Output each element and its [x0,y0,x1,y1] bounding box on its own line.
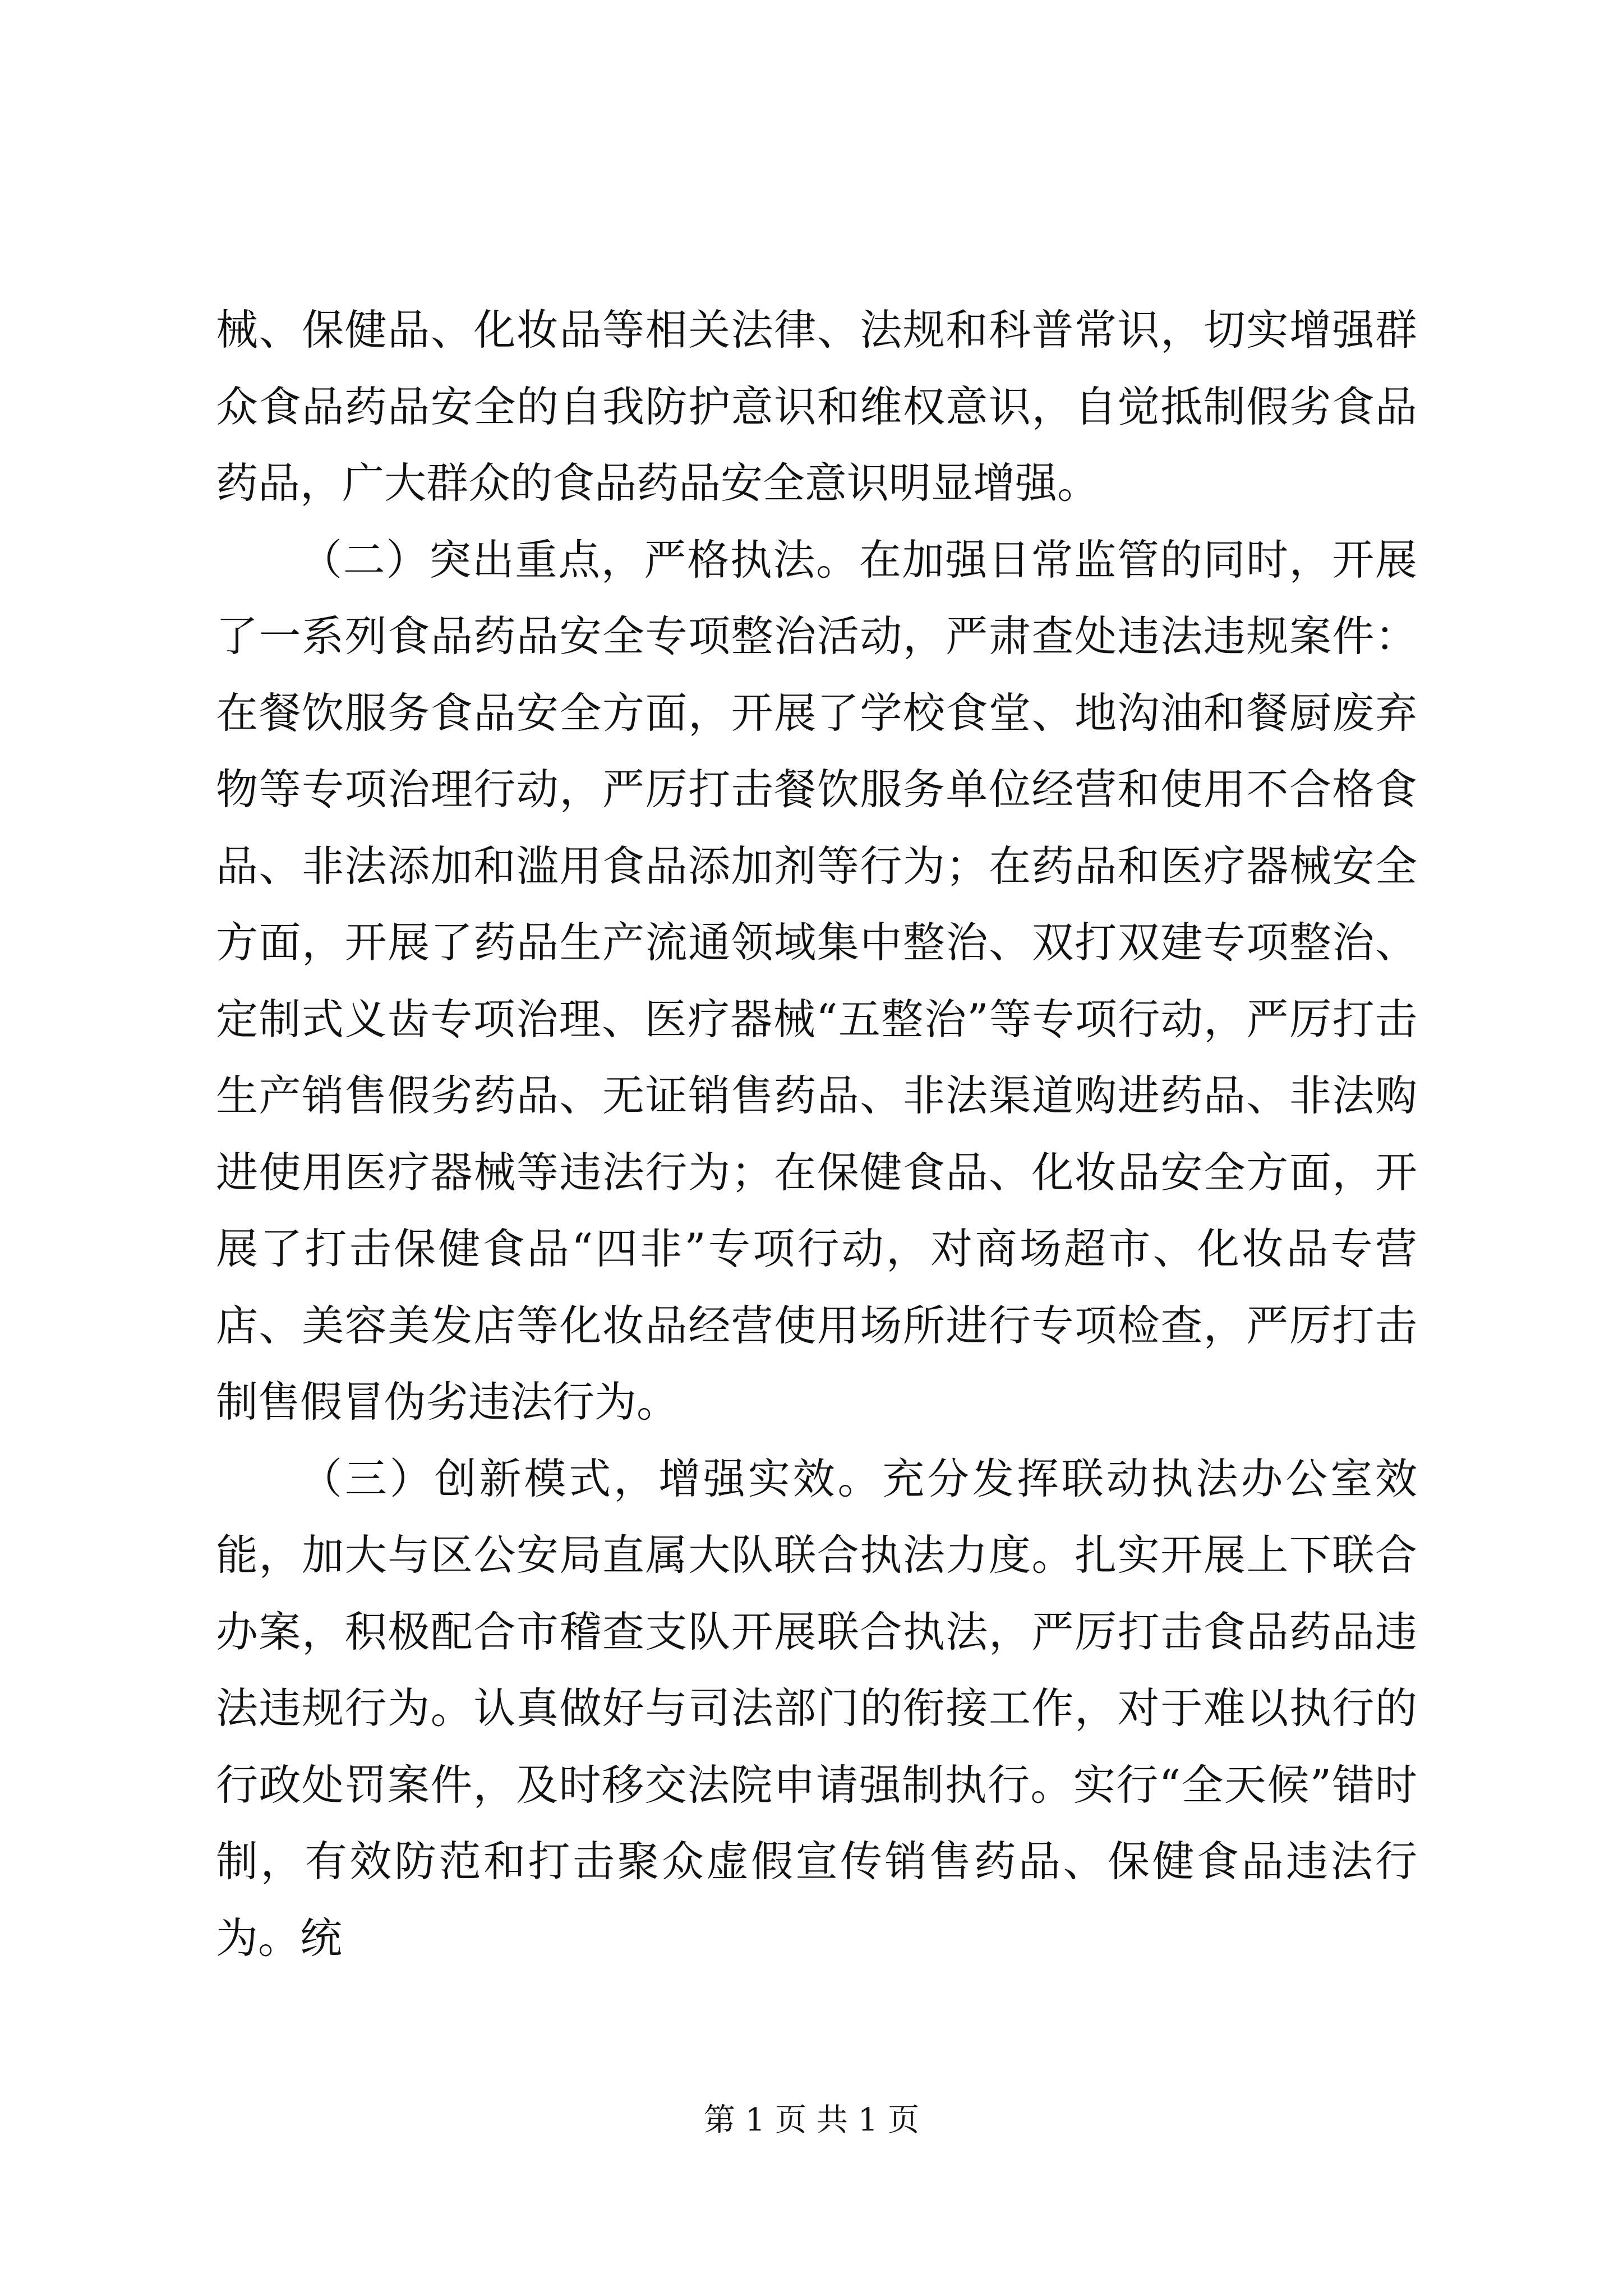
paragraph-2: （二）突出重点，严格执法。在加强日常监管的同时，开展了一系列食品药品安全专项整治活动，严肃查处违法违规案件：在餐饮服务食品安全方面，开展了学校食堂、地沟油和餐厨废弃物等专项治理行动，严厉打击餐饮服务单位经营和使用不合格食品、非法添加和滥用食品添加剂等行为；在药品和医疗器械安全方面，开展了药品生产流通领域集中整治、双打双建专项整治、定制式义齿专项治理、医疗器械“五整治”等专项行动，严厉打击生产销售假劣药品、无证销售药品、非法渠道购进药品、非法购进使用医疗器械等违法行为；在保健食品、化妆品安全方面，开展了打击保健食品“四非”专项行动，对商场超市、化妆品专营店、美容美发店等化妆品经营使用场所进行专项检查，严厉打击制售假冒伪劣违法行为。 [216,535,1417,1427]
page-number-footer: 第 1 页 共 1 页 [703,2102,920,2138]
document-body [216,292,1417,1976]
paragraph-3: （三）创新模式，增强实效。充分发挥联动执法办公室效能，加大与区公安局直属大队联合执法力度。扎实开展上下联合办案，积极配合市稽查支队开展联合执法，严厉打击食品药品违法违规行为。认真做好与司法部门的衔接工作，对于难以执行的行政处罚案件，及时移交法院申请强制执行。实行“全天候”错时制，有效防范和打击聚众虚假宣传销售药品、保健食品违法行为。统 [216,1453,1417,1963]
paragraph-1: 械、保健品、化妆品等相关法律、法规和科普常识，切实增强群众食品药品安全的自我防护意识和维权意识，自觉抵制假劣食品药品，广大群众的食品药品安全意识明显增强。 [216,305,1417,508]
